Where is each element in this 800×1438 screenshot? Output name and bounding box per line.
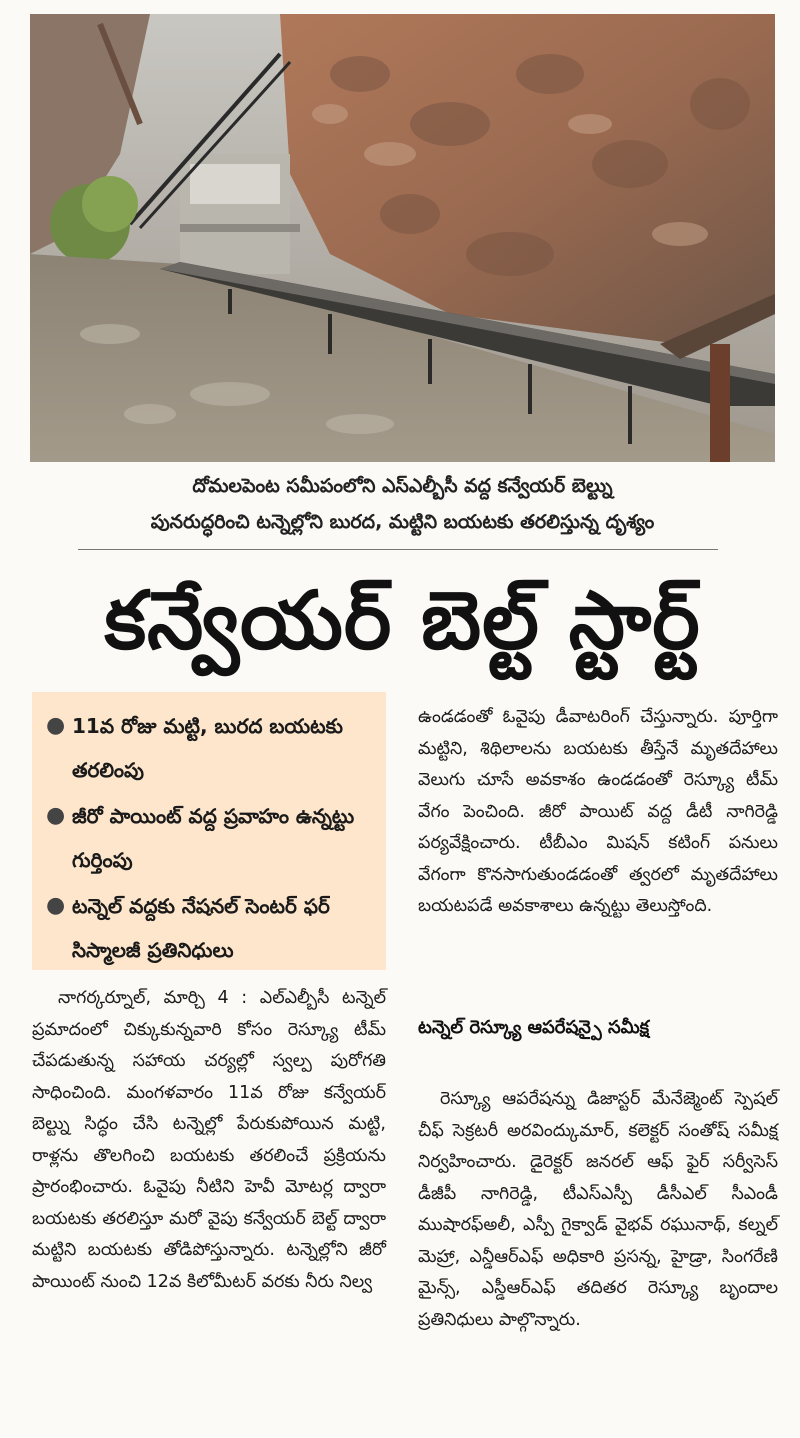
bullet-icon: ●: [46, 803, 66, 828]
conveyor-belt-photo: [30, 14, 775, 462]
photo-caption: [30, 468, 775, 540]
article-body-left-column: నాగర్కర్నూల్, మార్చి 4 : ఎల్ఎల్బీసీ టన్నెల్ ప్రమాదంలో చిక్కుకున్నవారి కోసం రెస్క్యూ టీమ్ చేపడుతున్న సహాయ చర్యల్లో స్వల్ప పురోగతి సాధించింది. మంగళవారం 11వ రోజు కన్వేయర్ బెల్ట్ను సిద్ధం చేసి టన్నెల్లో పేరుకుపోయిన మట్టి, రాళ్లను తొలగించి బయటకు తరలించే ప్రక్రియను ప్రారంభించారు. ఓవైపు నీటిని హెవీ మోటర్ల ద్వారా బయటకు తరలిస్తూ మరో వైపు కన్వేయర్ బెల్ట్ ద్వారా మట్టిని బయటకు తోడిపోస్తున్నారు. టన్నెల్లోని జీరో పాయింట్ నుంచి 12వ కిలోమీటర్ వరకు నీరు నిల్వ: [32, 988, 386, 1292]
highlight-text: జీరో పాయింట్ వద్ద ప్రవాహం ఉన్నట్టు గుర్తింపు: [72, 804, 355, 872]
highlight-item: [46, 794, 374, 882]
article-body-right-column-bottom: రెస్క్యూ ఆపరేషన్ను డిజాస్టర్ మేనేజ్మెంట్ స్పెషల్ చీఫ్ సెక్రటరీ అరవింద్కుమార్, కలెక్టర్ సంతోష్ సమీక్ష నిర్వహించారు. డైరెక్టర్ జనరల్ ఆఫ్ ఫైర్ సర్వీసెస్ డీజీపీ నాగిరెడ్డి, టీఎస్ఎస్పీ డీసీఎల్ సీఎండీ ముషారఫ్అలీ, ఎస్పీ గైక్వాడ్ వైభవ్ రఘునాథ్, కల్నల్ మెహ్రా, ఎన్డీఆర్ఎఫ్ అధికారి ప్రసన్న, హైడ్రా, సింగరేణి మైన్స్, ఎస్డీఆర్ఎఫ్ తదితర రెస్క్యూ బృందాల ప్రతినిధులు పాల్గొన్నారు.: [418, 1089, 778, 1330]
caption-divider: [78, 549, 718, 550]
highlight-item: [46, 884, 374, 972]
highlights-box: [32, 692, 386, 970]
article-headline: కన్వేయర్ బెల్ట్ స్టార్ట్: [104, 574, 701, 667]
highlight-item: [46, 704, 374, 792]
article-subheading: టన్నెల్ రెస్క్యూ ఆపరేషన్పై సమీక్ష: [418, 1017, 650, 1038]
caption-line-1: దోమలపెంట సమీపంలోని ఎస్ఎల్బీసీ వద్ద కన్వేయర్ బెల్ట్ను: [192, 475, 613, 497]
highlight-text: 11వ రోజు మట్టి, బురద బయటకు తరలింపు: [72, 714, 343, 782]
highlight-text: టన్నెల్ వద్దకు నేషనల్ సెంటర్ ఫర్ సిస్మాలజీ ప్రతినిధులు: [72, 894, 330, 962]
news-photo: [30, 14, 775, 462]
bullet-icon: ●: [46, 893, 66, 918]
caption-line-2: పునరుద్ధరించి టన్నెల్లోని బురద, మట్టిని బయటకు తరలిస్తున్న దృశ్యం: [150, 511, 655, 533]
article-body-right-column-top: ఉండడంతో ఓవైపు డీవాటరింగ్ చేస్తున్నారు. పూర్తిగా మట్టిని, శిథిలాలను బయటకు తీస్తేనే మృతదేహాలు వెలుగు చూసే అవకాశం ఉండడంతో రెస్క్యూ టీమ్ వేగం పెంచింది. జీరో పాయిట్ వద్ద డీటీ నాగిరెడ్డి పర్యవేక్షించారు. టీబీఎం మిషన్ కటింగ్ పనులు వేగంగా కొనసాగుతుండడంతో త్వరలో మృతదేహాలు బయటపడే అవకాశాలు ఉన్నట్టు తెలుస్తోంది.: [418, 707, 778, 916]
bullet-icon: ●: [46, 713, 66, 738]
